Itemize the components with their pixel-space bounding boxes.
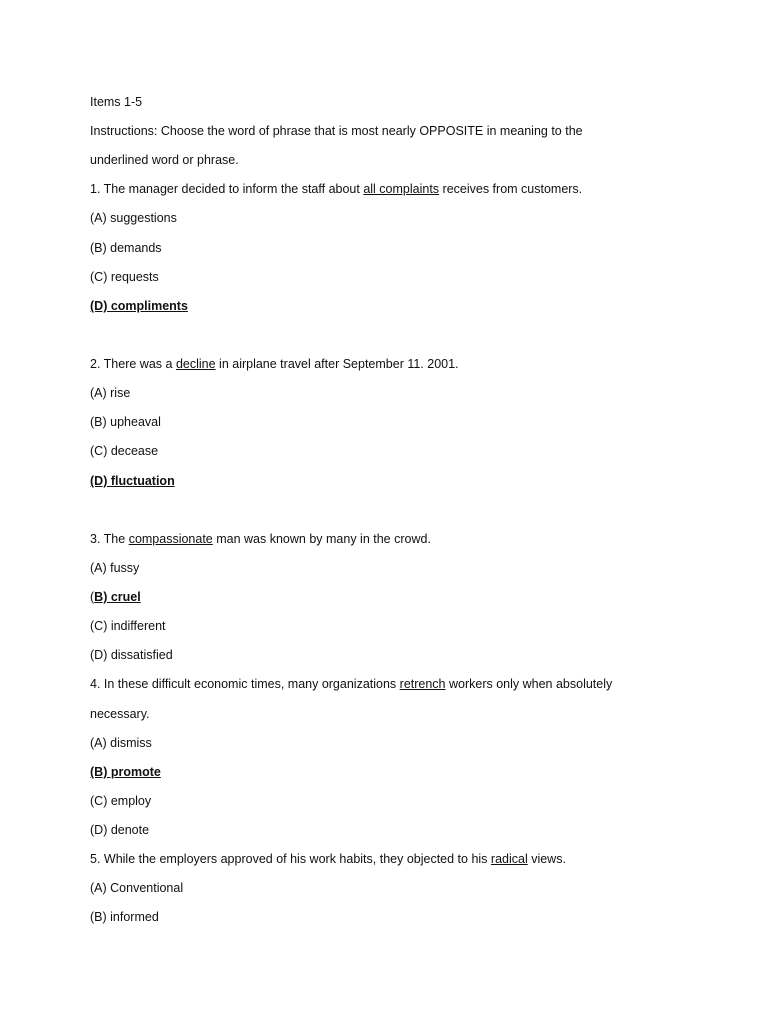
question-1-option-b: (B) demands bbox=[90, 241, 162, 255]
question-2-option-d-answer: (D) fluctuation bbox=[90, 474, 175, 488]
question-4-stem-after: workers only when absolutely bbox=[445, 677, 613, 691]
question-5-stem-after: views. bbox=[527, 852, 566, 866]
question-4-option-c: (C) employ bbox=[90, 794, 152, 808]
question-5-stem bbox=[90, 851, 566, 867]
question-1-stem bbox=[90, 181, 582, 197]
question-1-underlined-phrase: all complaints bbox=[363, 182, 440, 196]
instructions-line-2: underlined word or phrase. bbox=[90, 153, 239, 167]
question-4-option-d: (D) denote bbox=[90, 823, 150, 837]
question-2-underlined-word: decline bbox=[175, 357, 216, 371]
question-3-stem-after: man was known by many in the crowd. bbox=[212, 532, 431, 546]
question-1-stem-after: receives from customers. bbox=[439, 182, 583, 196]
question-3-option-a: (A) fussy bbox=[90, 561, 140, 575]
question-2-option-b: (B) upheaval bbox=[90, 415, 161, 429]
question-4-stem-before: 4. In these difficult economic times, many organizations bbox=[90, 677, 400, 691]
question-3-underlined-word: compassionate bbox=[128, 532, 213, 546]
question-1-option-d-answer: (D) compliments bbox=[90, 299, 188, 313]
question-4-underlined-word: retrench bbox=[399, 677, 446, 691]
question-1-option-a: (A) suggestions bbox=[90, 211, 177, 225]
question-3-option-c: (C) indifferent bbox=[90, 619, 166, 633]
instructions-line-1: Instructions: Choose the word of phrase that is most nearly OPPOSITE in meaning to the bbox=[90, 124, 583, 138]
question-5-option-b: (B) informed bbox=[90, 910, 159, 924]
question-1-stem-before: 1. The manager decided to inform the staff about bbox=[90, 182, 364, 196]
question-2-stem-after: in airplane travel after September 11. 2001. bbox=[215, 357, 459, 371]
question-4-option-a: (A) dismiss bbox=[90, 736, 152, 750]
question-2-option-c: (C) decease bbox=[90, 444, 159, 458]
question-3-stem bbox=[90, 531, 431, 547]
question-2-option-a: (A) rise bbox=[90, 386, 131, 400]
question-3-option-b-text: B) cruel bbox=[94, 590, 141, 604]
question-3-stem-before: 3. The bbox=[90, 532, 129, 546]
question-3-option-b-answer bbox=[90, 589, 141, 605]
question-3-option-b-paren: ( bbox=[90, 590, 95, 604]
question-2-stem-before: 2. There was a bbox=[90, 357, 176, 371]
question-5-option-a: (A) Conventional bbox=[90, 881, 184, 895]
question-5-stem-before: 5. While the employers approved of his work habits, they objected to his bbox=[90, 852, 491, 866]
question-3-option-d: (D) dissatisfied bbox=[90, 648, 173, 662]
question-5-underlined-word: radical bbox=[490, 852, 528, 866]
question-2-stem bbox=[90, 356, 459, 372]
question-4-stem bbox=[90, 676, 612, 692]
question-4-stem-line-2: necessary. bbox=[90, 707, 150, 721]
question-4-option-b-answer: (B) promote bbox=[90, 765, 161, 779]
question-1-option-c: (C) requests bbox=[90, 270, 159, 284]
items-heading: Items 1-5 bbox=[90, 95, 143, 109]
